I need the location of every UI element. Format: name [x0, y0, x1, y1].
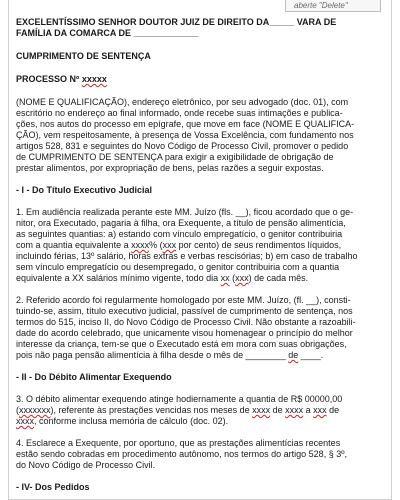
paragraph-4: 4. Esclarece a Exequente, por oportuno, que as prestações alimentícias recentes estão sendo cobradas em procedimento autônomo, nos termos do artigo 528, § 3º, do Novo Código de Processo Civil. — [16, 438, 347, 470]
paragraph-1: 1. Em audiência realizada perante este MM. Juízo (fls. __), ficou acordado que o ge- nitor, ora Executado, pagaria à filha, ora Exequente, a título de pensão alimentícia, as seguintes quantias: a) estando com vínculo empregatício, o genitor contribuiria com a quantia equivalente a xxxx% (xxx por cento) de seus rendimentos líquidos, incluindo férias, 13º salário, horas extras e verbas rescisórias; b) em caso de trabalho sem vínculo empregatício ou desempregado, o genitor contribuiria com a quantia equivalente a XX salários mínimo vigente, todo dia xx (xxx) de cada mês. — [16, 207, 358, 283]
processo-number: PROCESSO Nº xxxxx — [16, 74, 107, 84]
section-heading-pedidos: - IV- Dos Pedidos — [16, 482, 90, 492]
paragraph-2: 2. Referido acordo foi regularmente homologado por este MM. Juízo, (fl. __), consti- tuindo-se, assim, título executivo judicial, passível de cumprimento de sentença, nos termos do 515, inciso II, do Novo Código de Processo Civil. Não obstante a razoabili- dade do acordo celebrado, que unicamente visou homenagear o princípio do melhor interesse da criança, tem-se que o Executado está em mora com suas obrigações, pois não paga pensão alimentícia à filha desde o mês de ________ de ____. — [16, 295, 356, 360]
document-page — [8, 0, 392, 500]
section-heading-debito: - II - Do Débito Alimentar Exequendo — [16, 372, 172, 382]
document-content — [16, 17, 386, 493]
document-title: CUMPRIMENTO DE SENTENÇA — [16, 51, 151, 61]
section-heading-titulo: - I - Do Título Executivo Judicial — [16, 185, 153, 195]
court-header: EXCELENTÍSSIMO SENHOR DOUTOR JUIZ DE DIREITO DA_____ VARA DE FAMÍLIA DA COMARCA DE _____________ — [16, 17, 337, 38]
delete-hint-badge: aberte "Delete" — [285, 0, 381, 12]
paragraph-3: 3. O débito alimentar exequendo atinge hodiernamente a quantia de R$ 00000,00 (xxxxxxx), referente às prestações vencidas nos meses de xxxx de xxxx a xxx de xxxx, conforme inclusa memória de cálculo (doc. 02). — [16, 394, 343, 426]
processo-number-value: xxxxx — [81, 74, 107, 84]
intro-paragraph: (NOME E QUALIFICAÇÃO), endereço eletrônico, por seu advogado (doc. 01), com escritório no endereço ao final informado, onde recebe suas intimações e publica- ções, nos autos do processo em epígrafe, que move em face (NOME E QUALIFICA- ÇÃO), vem respeitosamente, à presença de Vossa Excelência, com fundamento nos artigos 528, 831 e seguintes do Novo Código de Processo Civil, promover o pedido de CUMPRIMENTO DE SENTENÇA para exigir a exigibilidade de obrigação de prestar alimentos, por expropriação de bens, pelas razões a seguir expostas. — [16, 97, 355, 173]
